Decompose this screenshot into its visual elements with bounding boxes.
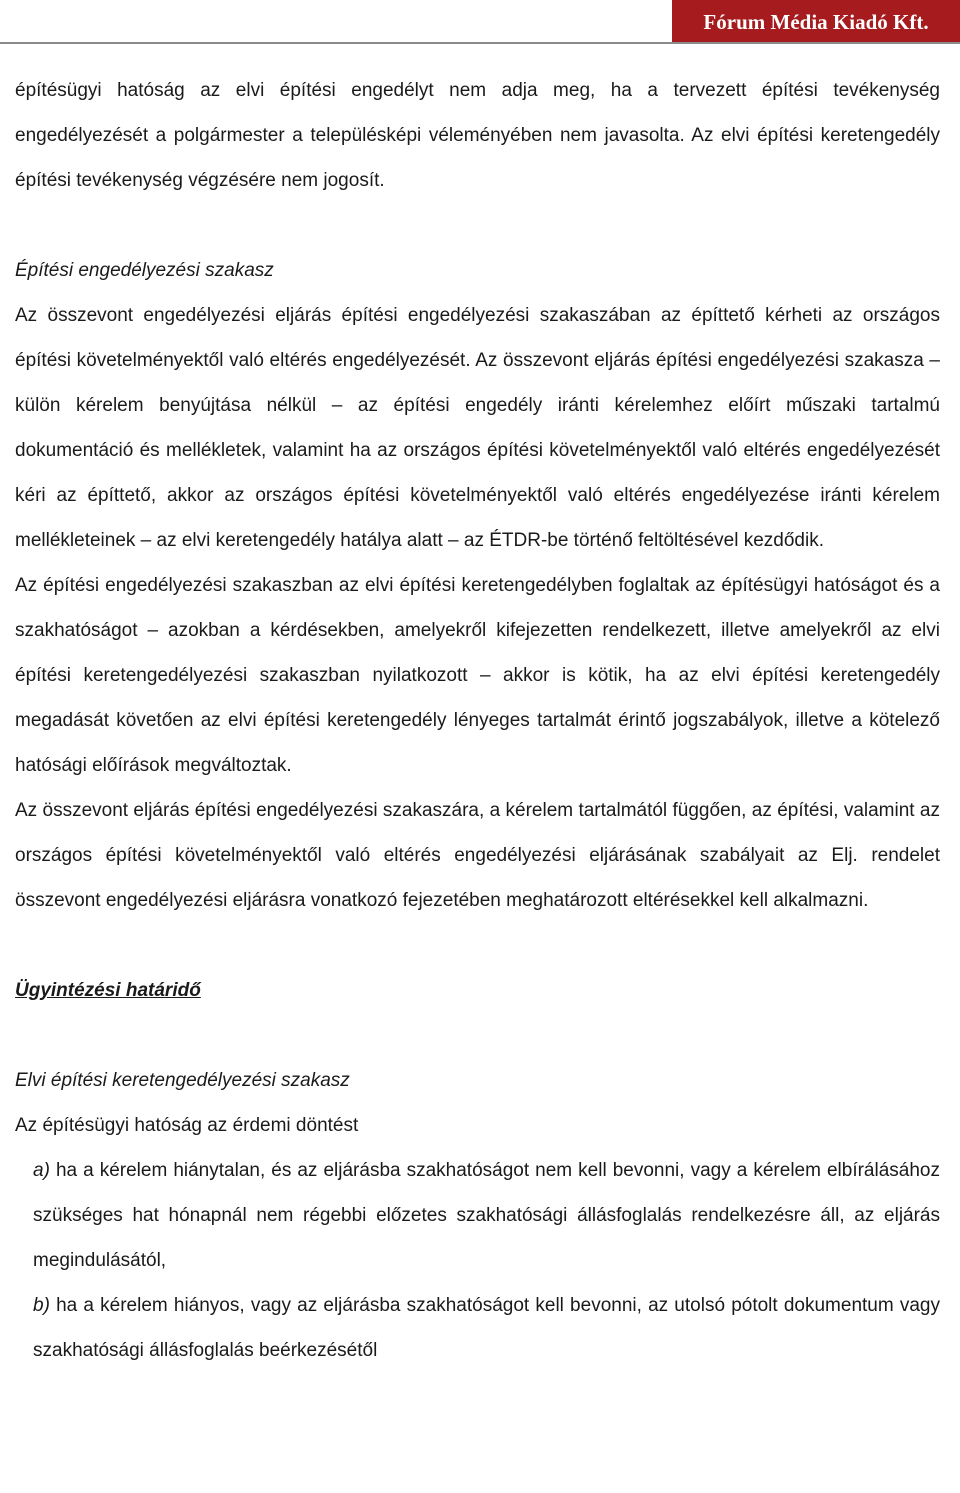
deadline-heading: Ügyintézési határidő (15, 980, 201, 1001)
intro-paragraph: építésügyi hatóság az elvi építési engedélyt nem adja meg, ha a tervezett építési tevékenység engedélyezését a polgármester a településképi véleményében nem javasolta. Az elvi építési keretengedély építési tevékenység végzésére nem jogosít. (15, 80, 940, 191)
publisher-badge: Fórum Média Kiadó Kft. (672, 0, 960, 42)
list-item-a (15, 1148, 940, 1283)
list-text-b: ha a kérelem hiányos, vagy az eljárásba szakhatóságot kell bevonni, az utolsó pótolt dokumentum vagy szakhatósági állásfoglalás beérkezésétől (33, 1295, 940, 1361)
paragraph-4: Az építésügyi hatóság az érdemi döntést (15, 1115, 359, 1136)
list-marker-b: b) (33, 1295, 50, 1316)
spacer (15, 1013, 940, 1058)
header-divider (0, 42, 960, 44)
list-marker-a: a) (33, 1160, 50, 1181)
paragraph-2: Az építési engedélyezési szakaszban az elvi építési keretengedélyben foglaltak az építésügyi hatóságot és a szakhatóságot – azokban a kérdésekben, amelyekről kifejezetten rendelkezett, illetve amelyekről az elvi építési keretengedélyezési szakaszban nyilatkozott – akkor is kötik, ha az elvi építési keretengedély megadását követően az elvi építési keretengedély lényeges tartalmát érintő jogszabályok, illetve a kötelező hatósági előírások megváltoztak. (15, 575, 940, 776)
subheading: Elvi építési keretengedélyezési szakasz (15, 1070, 350, 1091)
page-header (0, 0, 960, 44)
spacer (15, 203, 940, 248)
list-item-b (15, 1283, 940, 1373)
section-heading: Építési engedélyezési szakasz (15, 260, 274, 281)
document-body (15, 68, 940, 1373)
spacer (15, 923, 940, 968)
list-text-a: ha a kérelem hiánytalan, és az eljárásba szakhatóságot nem kell bevonni, vagy a kérelem elbírálásához szükséges hat hónapnál nem régebbi előzetes szakhatósági állásfoglalás rendelkezésre áll, az eljárás megindulásától, (33, 1160, 940, 1271)
paragraph-1: Az összevont engedélyezési eljárás építési engedélyezési szakaszában az építtető kérheti az országos építési követelményektől való eltérés engedélyezését. Az összevont eljárás építési engedélyezési szakasza – külön kérelem benyújtása nélkül – az építési engedély iránti kérelemhez előírt műszaki tartalmú dokumentáció és mellékletek, valamint ha az országos építési követelményektől való eltérés engedélyezését kéri az építtető, akkor az országos építési követelményektől való eltérés engedélyezése iránti kérelem mellékleteinek – az elvi keretengedély hatálya alatt – az ÉTDR-be történő feltöltésével kezdődik. (15, 305, 940, 551)
paragraph-3: Az összevont eljárás építési engedélyezési szakaszára, a kérelem tartalmától függően, az építési, valamint az országos építési követelményektől való eltérés engedélyezési eljárásának szabályait az Elj. rendelet összevont engedélyezési eljárásra vonatkozó fejezetében meghatározott eltérésekkel kell alkalmazni. (15, 800, 940, 911)
